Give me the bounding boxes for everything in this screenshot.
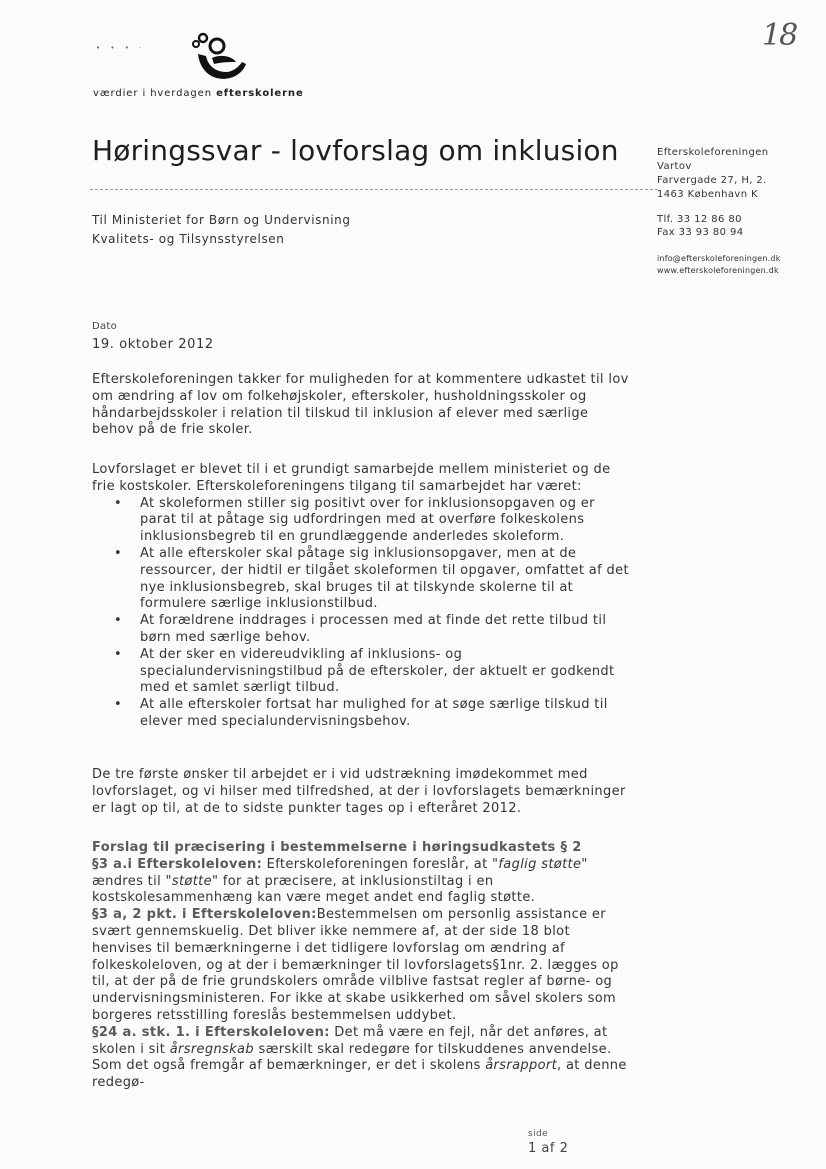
recipient-line1: Til Ministeriet for Børn og Undervisning <box>92 213 351 227</box>
title-divider <box>90 189 658 190</box>
section-heading: Forslag til præcisering i bestemmelserne i høringsudkastets § 2 <box>92 840 582 855</box>
sender-email: info@efterskoleforeningen.dk <box>657 254 781 263</box>
sender-web <box>657 253 781 277</box>
intro-paragraph <box>92 372 632 439</box>
sender-street: Farvergade 27, H, 2. <box>657 175 767 186</box>
document-title: Høringssvar - lovforslag om inklusion <box>92 134 619 167</box>
sender-line2: Vartov <box>657 161 692 172</box>
date-value: 19. oktober 2012 <box>92 337 214 352</box>
bullet-icon: • <box>114 697 123 713</box>
sender-name: Efterskoleforeningen <box>657 147 769 158</box>
list-item: • At der sker en videreudvikling af inklusions- og specialundervisningstilbud på de efterskoler, der aktuelt er godkendt med et samlet særligt tilbud. <box>114 646 615 696</box>
sender-website: www.efterskoleforeningen.dk <box>657 266 779 275</box>
bullet-icon: • <box>114 545 123 561</box>
sender-contact <box>657 213 744 239</box>
bullet-icon: • <box>114 646 123 662</box>
efterskolerne-logo <box>190 32 250 86</box>
sender-phone: Tlf. 33 12 86 80 <box>657 214 742 225</box>
logo-figures-icon <box>190 32 250 86</box>
list-item: • At forældrene inddrages i processen med at finde det rette tilbud til børn med særlige behov. <box>114 613 607 645</box>
recipient-block <box>92 211 351 249</box>
recipient-line2: Kvalitets- og Tilsynsstyrelsen <box>92 232 285 246</box>
handwritten-page-number: 18 <box>762 18 797 53</box>
bullet-icon: • <box>114 495 123 511</box>
approach-list <box>92 496 632 731</box>
proposal-s3a-2: §3 a, 2 pkt. i Efterskoleloven:Bestemmelsen om personlig assistance er svært gennemskuelig. Det bliver ikke nemmere af, at der side 18 blot henvises til bemærkningerne i det tidligere lovforslag om ændring af folkeskoleloven, og at der i bemærkninger til lovforslagets§1nr. 2. lægges op til, at der på de frie grundskolers område vilblive fastsat regler af børne- og undervisningsministeren. For ikke at skabe usikkerhed om såvel skolers som borgeres retsstilling foreslås bestemmelsen uddybet. <box>92 907 619 1023</box>
summary-paragraph <box>92 767 632 817</box>
intro-text: Efterskoleforeningen takker for muligheden for at kommentere udkastet til lov om ændring af lov om folkehøjskoler, efterskoler, husholdningsskoler og håndarbejdsskoler i relation til tilskud til inklusion af elever med særlige behov på de frie skoler. <box>92 372 629 438</box>
bullet-icon: • <box>114 613 123 629</box>
collab-intro-text: Lovforslaget er blevet til i et grundigt samarbejde mellem ministeriet og de frie kostskoler. Efterskoleforeningens tilgang til samarbejdet har været: <box>92 462 611 494</box>
summary-text: De tre første ønsker til arbejdet er i vid udstrækning imødekommet med lovforslaget, og vi hilser med tilfredshed, at der i lovforslagets bemærkninger er lagt op til, at de to sidste punkter tages op i efteråret 2012. <box>92 767 626 816</box>
page-label: side <box>528 1129 549 1139</box>
collaboration-section <box>92 462 632 731</box>
sender-fax: Fax 33 93 80 94 <box>657 227 744 238</box>
scan-specks: • • • ‧ <box>96 44 146 52</box>
sender-address <box>657 146 769 202</box>
proposals-section <box>92 840 632 1092</box>
list-item: • At alle efterskoler skal påtage sig inklusionsopgaver, men at de ressourcer, der hidtil er tilgået skoleformen til opgaver, omfattet af det nye inklusionsbegreb, skal bruges til at tilskynde skolerne til at formulere særlige inklusionstilbud. <box>114 545 629 612</box>
page-number: 1 af 2 <box>528 1141 569 1156</box>
proposal-s24a: §24 a. stk. 1. i Efterskoleloven: Det må være en fejl, når det anføres, at skolen i sit årsregnskab særskilt skal redegøre for tilskuddenes anvendelse. Som det også fremgår af bemærkninger, er det i skolens årsrapport, at denne redegø- <box>92 1024 627 1091</box>
logo-tagline: værdier i hverdagen efterskolerne <box>93 88 304 99</box>
date-label: Dato <box>92 321 118 332</box>
list-item: • At skoleformen stiller sig positivt over for inklusionsopgaven og er parat til at påtage sig udfordringen med at overføre folkeskolens inklusionsbegreb til en grundlæggende anderledes skoleform. <box>114 495 595 545</box>
sender-city: 1463 København K <box>657 189 758 200</box>
proposal-s3a: §3 a.i Efterskoleloven: Efterskoleforeningen foreslår, at "faglig støtte" ændres til "støtte" for at præcisere, at inklusionstiltag i en kostskolesammenhæng kan være meget andet end faglig støtte. <box>92 856 588 906</box>
list-item: • At alle efterskoler fortsat har mulighed for at søge særlige tilskud til elever med specialundervisningsbehov. <box>114 697 608 729</box>
